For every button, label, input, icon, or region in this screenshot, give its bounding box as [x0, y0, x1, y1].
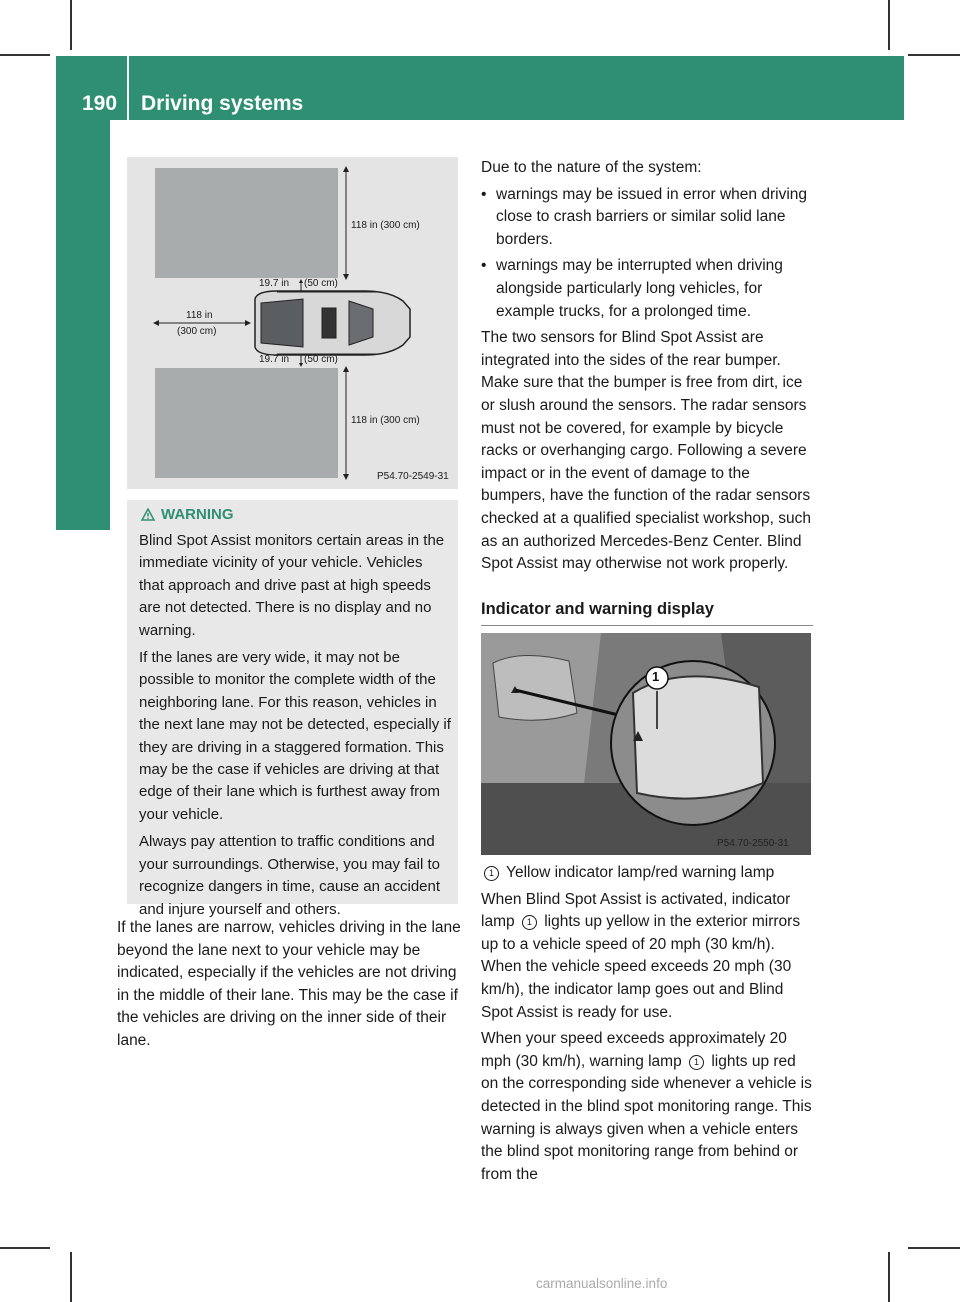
- bullet-icon: •: [481, 185, 487, 203]
- distance-label: 118 in (300 cm): [351, 220, 420, 231]
- crop-mark: [0, 54, 50, 56]
- warning-body: [139, 530, 451, 926]
- intro-text: Due to the nature of the system:: [481, 159, 702, 176]
- callout-number-icon: 1: [689, 1055, 704, 1070]
- chapter-title: Driving systems: [141, 92, 304, 115]
- distance-label: 19.7 in: [259, 354, 290, 365]
- side-tab-label: Driving and parking: [83, 300, 106, 498]
- paragraph-text: lights up red on the corresponding side whenever a vehicle is detected in the blind spot monitoring range. This warning is always given when a vehicle enters the blind spot monitoring range from behind or from the: [481, 1052, 812, 1183]
- crop-mark: [70, 1252, 72, 1302]
- warning-title: [141, 506, 234, 523]
- bullet-icon: •: [481, 257, 487, 275]
- warning-title-text: WARNING: [161, 506, 234, 523]
- warning-paragraph: Blind Spot Assist monitors certain areas in the immediate vicinity of your vehicle. Vehicles that approach and drive past at high speeds are not detected. There is no display and no warning.: [139, 532, 445, 639]
- legend-text: Yellow indicator lamp/red warning lamp: [506, 864, 775, 881]
- narrow-lanes-paragraph: If the lanes are narrow, vehicles driving in the lane beyond the lane next to your vehicle may be indicated, especially if the vehicles are not driving in the middle of their lane. This may be the case if the vehicles are driving on the inner side of their lane.: [117, 919, 461, 1049]
- callout-number-icon: 1: [522, 915, 537, 930]
- paragraph-text: When Blind Spot Assist is activated, indicator lamp: [481, 890, 791, 931]
- activation-paragraph: [481, 889, 813, 1025]
- list-item: [481, 184, 813, 252]
- distance-label: (300 cm): [177, 326, 217, 337]
- figure-code: P54.70-2549-31: [377, 471, 449, 482]
- crop-mark: [0, 1247, 50, 1249]
- watermark: carmanualsonline.info: [536, 1276, 668, 1291]
- car-top-view-icon: [255, 291, 410, 355]
- right-column-top: [481, 157, 813, 580]
- distance-label: 118 in (300 cm): [351, 415, 420, 426]
- blind-spot-diagram: [127, 157, 458, 489]
- legend-item: [481, 862, 813, 885]
- distance-label: (50 cm): [304, 354, 338, 365]
- distance-label: (50 cm): [304, 278, 338, 289]
- crop-mark: [908, 1247, 960, 1249]
- callout-number-icon: 1: [484, 866, 499, 881]
- section-heading: Indicator and warning display: [481, 600, 813, 626]
- warning-box: [127, 500, 458, 918]
- header-divider: [127, 56, 129, 120]
- figure-code: P54.70-2550-31: [717, 838, 789, 849]
- warning-paragraph: If the lanes are very wide, it may not be possible to monitor the complete width of the neighboring lane. For this reason, vehicles in the next lane may not be detected, especially if they are driving in a staggered formation. This may be the case if vehicles are driving at that edge of their lane which is furthest away from your vehicle.: [139, 649, 451, 823]
- list-item-text: warnings may be issued in error when driving close to crash barriers or similar solid lane borders.: [496, 185, 808, 248]
- crop-mark: [888, 0, 890, 50]
- paragraph-text: lights up yellow in the exterior mirrors up to a vehicle speed of 20 mph (30 km/h). When the vehicle speed exceeds 20 mph (30 km/h), the indicator lamp goes out and Blind Spot Assist is ready for use.: [481, 913, 801, 1021]
- warning-paragraph: Always pay attention to traffic conditions and your surroundings. Otherwise, you may fail to recognize dangers in time, cause an accident and injure yourself and others.: [139, 833, 441, 918]
- crop-mark: [70, 0, 72, 50]
- list-item-text: warnings may be interrupted when driving alongside particularly long vehicles, for example trucks, for a prolonged time.: [496, 257, 783, 320]
- distance-label: 19.7 in: [259, 278, 290, 289]
- right-column-bottom: [481, 862, 813, 1190]
- crop-mark: [888, 1252, 890, 1302]
- page-number: 190: [82, 92, 118, 115]
- paragraph-text: When your speed exceeds approximately 20 mph (30 km/h), warning lamp: [481, 1030, 787, 1070]
- warning-triangle-icon: [141, 508, 155, 521]
- mirror-photo: [481, 633, 811, 855]
- distance-label: 118 in: [186, 310, 213, 321]
- crop-mark: [908, 54, 960, 56]
- callout-number: 1: [652, 669, 660, 684]
- list-item: [481, 255, 813, 323]
- speed-paragraph: [481, 1028, 813, 1186]
- sensors-paragraph: The two sensors for Blind Spot Assist are integrated into the sides of the rear bumper. Make sure that the bumper is free from dirt, ice or slush around the sensors. The radar sensors must not be covered, for example by bicycle racks or overhanging cargo. Following a severe impact or in the event of damage to the bumpers, have the function of the radar sensors checked at a qualified specialist workshop, such as an authorized Mercedes-Benz Center. Blind Spot Assist may otherwise not work properly.: [481, 329, 811, 573]
